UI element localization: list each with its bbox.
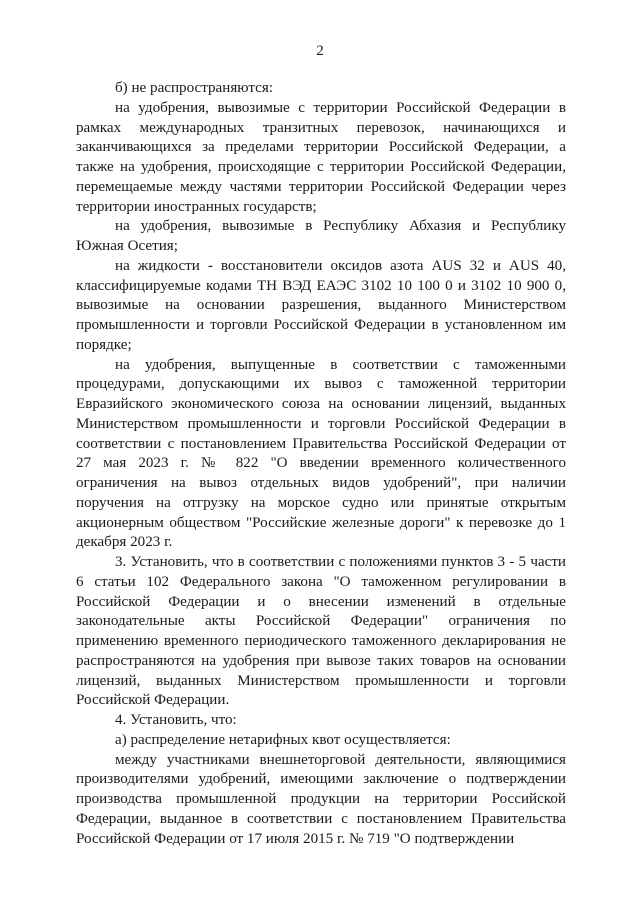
paragraph-producers: между участниками внешнеторговой деятельности, являющимися производителями удобрений, имеющими заключение о подтверждении производства промышленной продукции на территории Российской Федерации, выданное в соответствии с постановлением Правительства Российской Федерации от 17 июля 2015 г. № 719 "О подтверждении <box>76 751 566 847</box>
paragraph-item-4a: а) распределение нетарифных квот осуществляется: <box>115 731 451 748</box>
document-body <box>76 79 566 849</box>
paragraph-transit-fertilizers: на удобрения, вывозимые с территории Российской Федерации в рамках международных транзитных перевозок, начинающихся и заканчивающихся за пределами территории Российской Федерации, а также на удобрения, происходящие с территории Российской Федерации, перемещаемые между частями территории Российской Федерации через территории иностранных государств; <box>76 99 566 215</box>
paragraph-item-4: 4. Установить, что: <box>115 712 237 728</box>
paragraph-exclusions-heading: б) не распространяются: <box>115 80 273 96</box>
paragraph-licensed-fertilizers: на удобрения, выпущенные в соответствии с таможенными процедурами, допускающими их вывоз с таможенной территории Евразийского экономического союза на основании лицензий, выданных Министерством промышленности и торговли Российской Федерации в соответствии с постановлением Правительства Российской Федерации от 27 мая 2023 г. № 822 "О введении временного количественного ограничения на вывоз отдельных видов удобрений", при наличии поручения на отгрузку на морское судно или принятые открытым акционерным обществом "Российские железные дороги" к перевозке до 1 декабря 2023 г. <box>76 356 566 551</box>
paragraph-aus-liquids: на жидкости - восстановители оксидов азота AUS 32 и AUS 40, классифицируемые кодами ТН ВЭД ЕАЭС 3102 10 100 0 и 3102 10 900 0, вывозимые на основании разрешения, выданного Министерством промышленности и торговли Российской Федерации в установленном им порядке; <box>76 257 566 353</box>
paragraph-abkhazia-ossetia: на удобрения, вывозимые в Республику Абхазия и Республику Южная Осетия; <box>76 218 566 254</box>
paragraph-item-3: 3. Установить, что в соответствии с положениями пунктов 3 - 5 части 6 статьи 102 Федерального закона "О таможенном регулировании в Российской Федерации и о внесении изменений в отдельные законодательные акты Российской Федерации" ограничения по применению временного периодического таможенного декларирования не распространяются на удобрения при вывозе таких товаров на основании лицензий, выданных Министерством промышленности и торговли Российской Федерации. <box>76 554 566 709</box>
page-number: 2 <box>316 43 324 59</box>
